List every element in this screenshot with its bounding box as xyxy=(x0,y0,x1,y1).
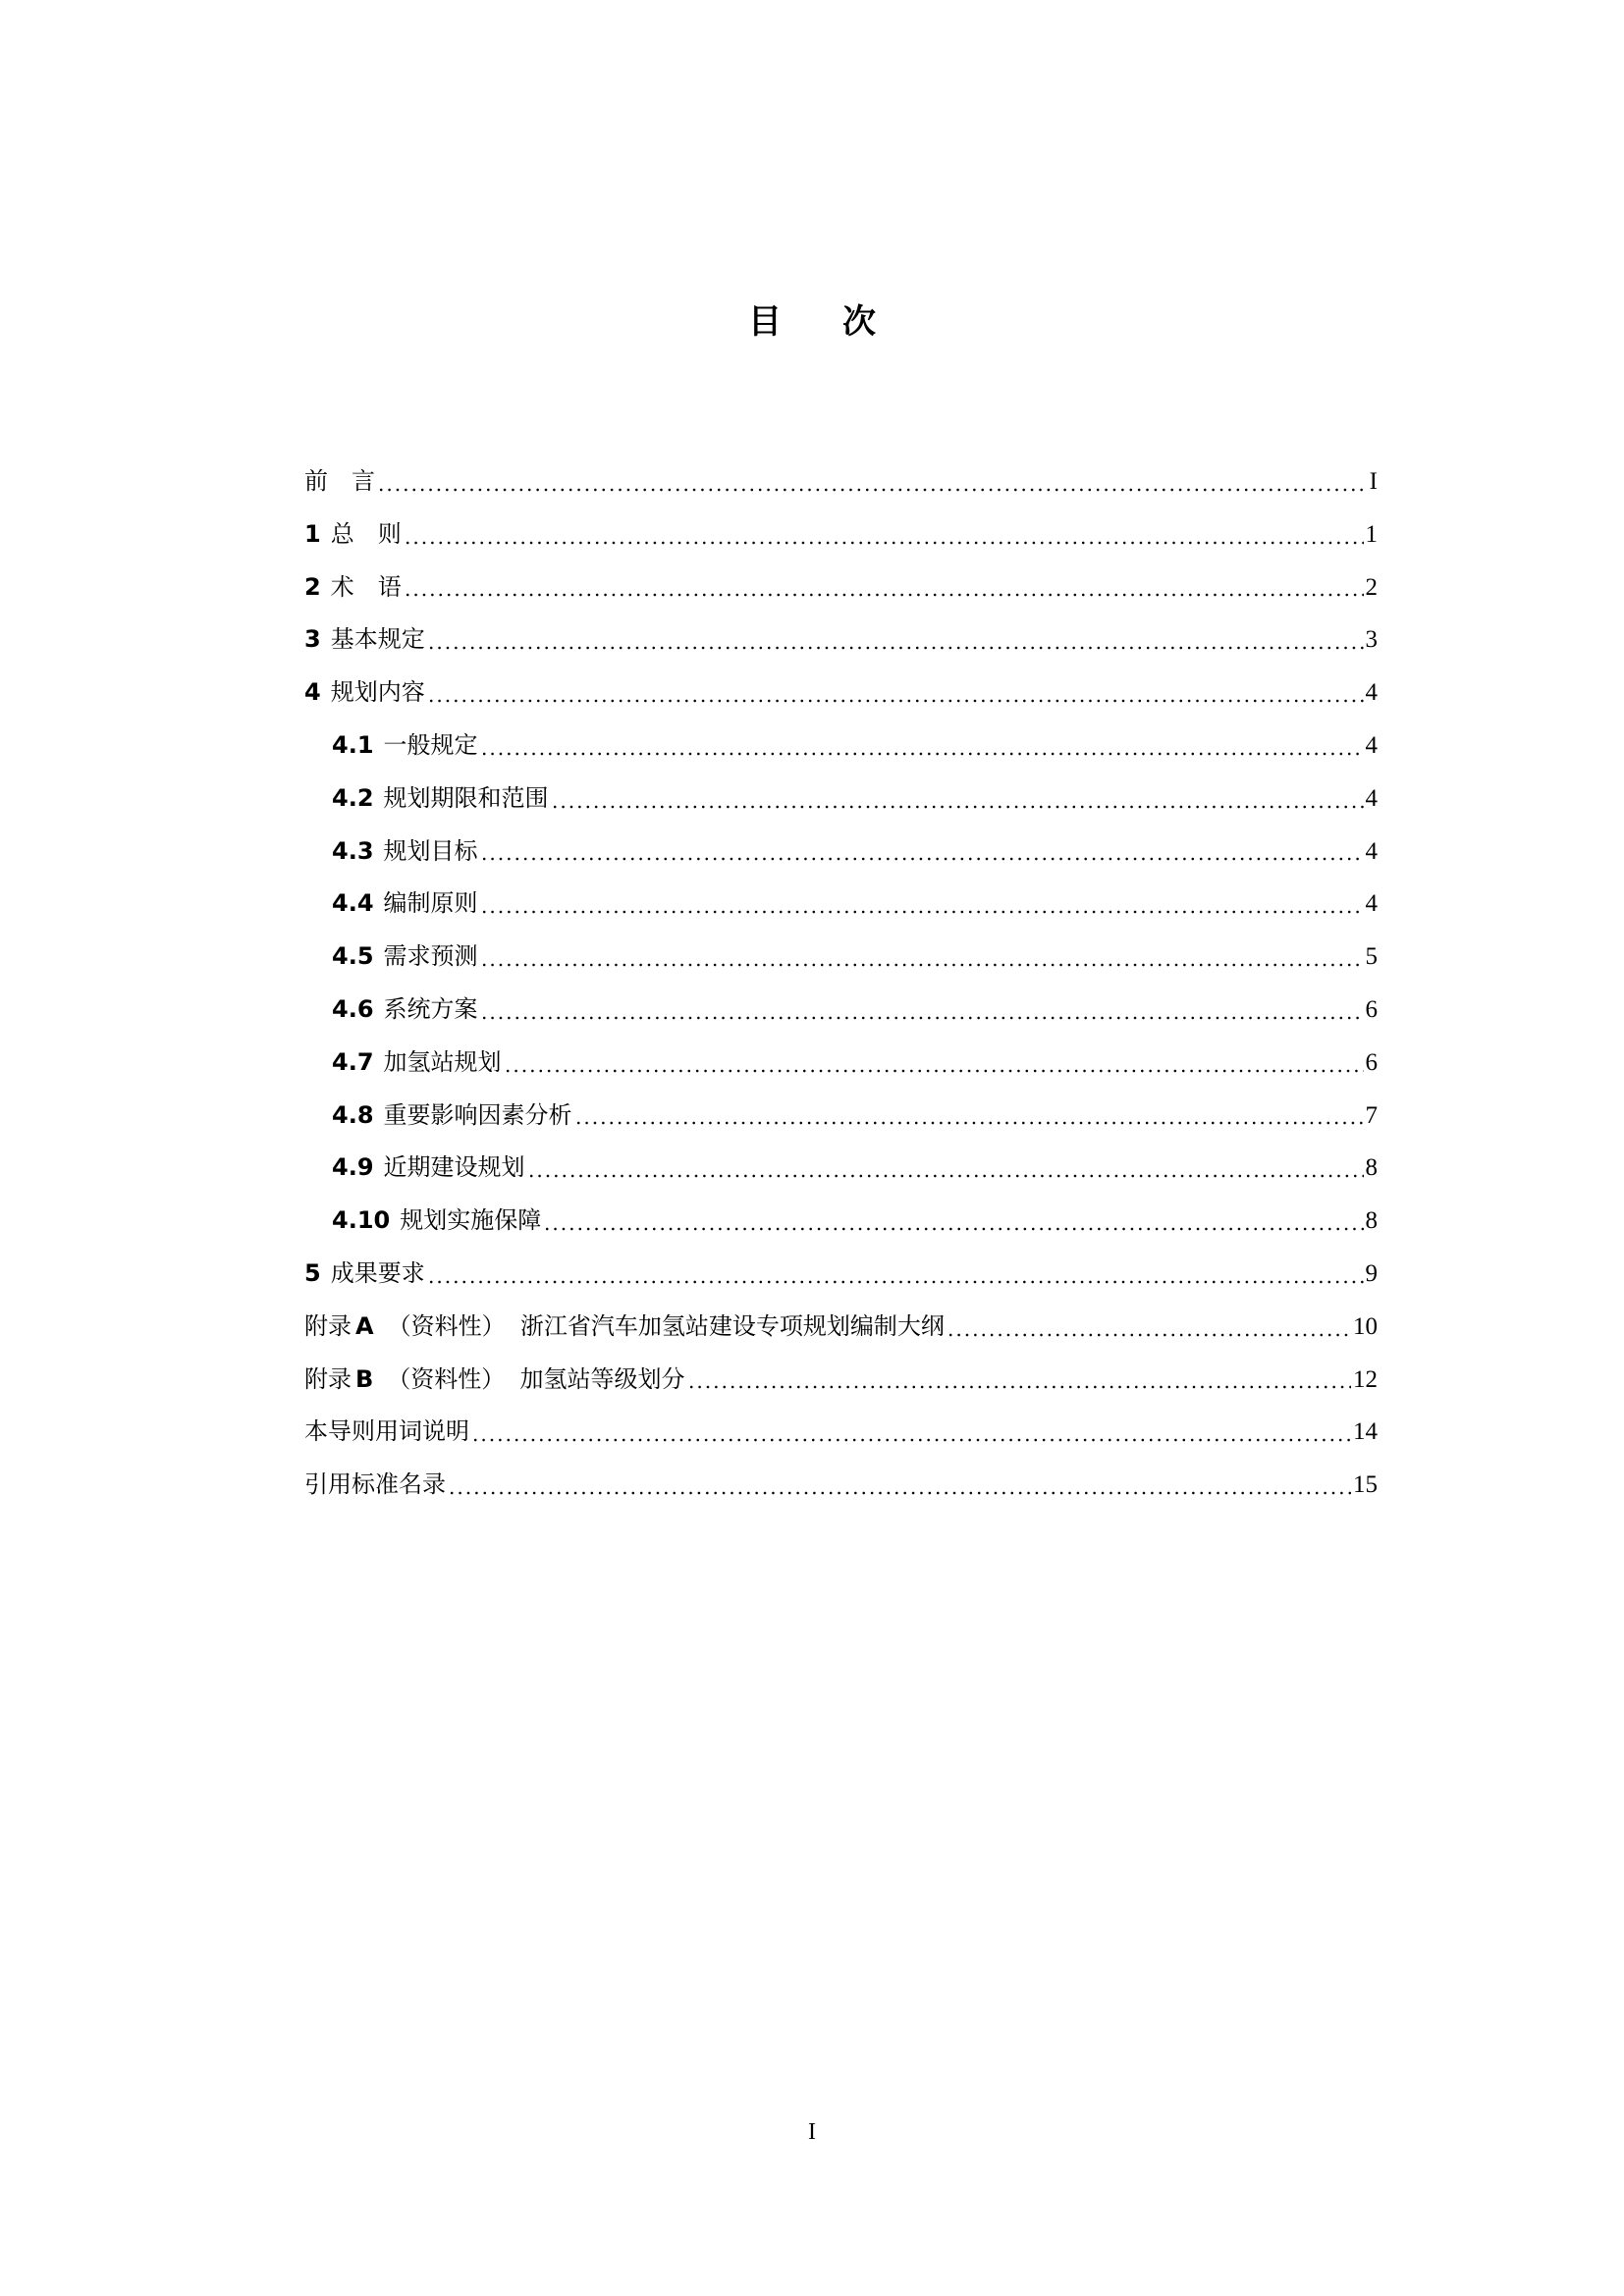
toc-entry-number: 4.6 xyxy=(332,994,374,1023)
toc-entry-title: 编制原则 xyxy=(383,889,478,918)
toc-entry-preface[interactable] xyxy=(304,457,1378,510)
dot-leader xyxy=(480,841,1364,865)
appendix-prefix: 附录 xyxy=(304,1364,352,1393)
toc-entry-title: 前 言 xyxy=(304,467,375,495)
toc-entry-page: 1 xyxy=(1365,520,1378,548)
toc-entry-title: 规划期限和范围 xyxy=(383,783,549,812)
toc-entry-title: 一般规定 xyxy=(383,730,478,759)
toc-entry-number: 4 xyxy=(304,678,321,707)
dot-leader xyxy=(427,1264,1364,1288)
dot-leader xyxy=(543,1211,1363,1235)
toc-entry-label xyxy=(332,986,478,1033)
toc-entry-4-3[interactable] xyxy=(304,828,1378,881)
toc-entry-4-6[interactable] xyxy=(304,986,1378,1039)
toc-entry-page: 12 xyxy=(1353,1365,1378,1393)
dot-leader xyxy=(551,789,1364,813)
toc-entry-label xyxy=(332,774,549,822)
toc-entry-4[interactable] xyxy=(304,668,1378,721)
dot-leader xyxy=(480,947,1364,971)
toc-entry-label xyxy=(304,1356,685,1403)
toc-entry-wording-explanation[interactable] xyxy=(304,1408,1378,1461)
dot-leader xyxy=(574,1105,1364,1129)
toc-entry-number: 1 xyxy=(304,519,321,548)
toc-entry-5[interactable] xyxy=(304,1250,1378,1303)
toc-entry-title: 规划内容 xyxy=(330,678,425,707)
toc-entry-page: 14 xyxy=(1353,1418,1378,1446)
dot-leader xyxy=(504,1053,1364,1077)
dot-leader xyxy=(404,577,1364,601)
toc-entry-3[interactable] xyxy=(304,615,1378,668)
toc-entry-referenced-standards[interactable] xyxy=(304,1461,1378,1514)
dot-leader xyxy=(377,472,1364,496)
appendix-title: （资料性） 加氢站等级划分 xyxy=(387,1364,685,1393)
toc-entry-label xyxy=(332,1039,502,1086)
dot-leader xyxy=(480,894,1364,918)
toc-entry-label xyxy=(304,563,402,611)
appendix-letter: B xyxy=(355,1364,374,1393)
toc-entry-label xyxy=(332,721,478,769)
toc-entry-label xyxy=(332,1144,525,1191)
toc-entry-number: 4.3 xyxy=(332,836,374,865)
toc-entry-4-9[interactable] xyxy=(304,1144,1378,1197)
toc-entry-title: 总 则 xyxy=(330,519,402,548)
toc-entry-page: 5 xyxy=(1365,943,1378,971)
toc-entry-label xyxy=(304,510,402,558)
toc-entry-number: 4.7 xyxy=(332,1047,374,1076)
toc-entry-page: 2 xyxy=(1365,573,1378,601)
dot-leader xyxy=(471,1422,1351,1446)
toc-entry-page: I xyxy=(1369,468,1378,495)
page-title-char-2: 次 xyxy=(842,302,876,342)
toc-entry-page: 7 xyxy=(1365,1101,1378,1129)
page-title-char-1: 目 xyxy=(748,302,782,342)
toc-entry-label xyxy=(304,1303,945,1350)
toc-entry-number: 4.2 xyxy=(332,783,374,812)
table-of-contents xyxy=(304,457,1378,1514)
toc-entry-page: 4 xyxy=(1365,837,1378,865)
toc-entry-title: 成果要求 xyxy=(330,1258,425,1287)
toc-entry-4-10[interactable] xyxy=(304,1197,1378,1250)
dot-leader xyxy=(404,525,1364,549)
toc-entry-label xyxy=(332,933,478,980)
dot-leader xyxy=(427,683,1364,707)
toc-entry-page: 3 xyxy=(1365,626,1378,654)
toc-entry-label xyxy=(304,668,425,716)
toc-entry-page: 4 xyxy=(1365,890,1378,918)
appendix-letter: A xyxy=(355,1311,374,1340)
dot-leader xyxy=(527,1158,1364,1182)
toc-entry-4-4[interactable] xyxy=(304,880,1378,933)
toc-entry-page: 6 xyxy=(1365,1048,1378,1076)
toc-entry-title: 近期建设规划 xyxy=(383,1153,525,1182)
toc-entry-title: 规划目标 xyxy=(383,836,478,865)
toc-entry-4-5[interactable] xyxy=(304,933,1378,986)
appendix-title: （资料性） 浙江省汽车加氢站建设专项规划编制大纲 xyxy=(387,1311,945,1340)
toc-entry-page: 4 xyxy=(1365,731,1378,759)
toc-entry-number: 4.8 xyxy=(332,1100,374,1129)
toc-entry-title: 加氢站规划 xyxy=(383,1047,502,1076)
toc-entry-page: 8 xyxy=(1365,1207,1378,1235)
toc-entry-title: 重要影响因素分析 xyxy=(383,1100,572,1129)
toc-entry-4-8[interactable] xyxy=(304,1092,1378,1145)
toc-entry-number: 2 xyxy=(304,572,321,601)
toc-entry-label xyxy=(332,880,478,927)
toc-entry-title: 规划实施保障 xyxy=(400,1206,542,1235)
toc-entry-page: 6 xyxy=(1365,995,1378,1023)
toc-entry-4-2[interactable] xyxy=(304,774,1378,828)
footer-page-number: I xyxy=(808,2119,816,2145)
toc-entry-number: 5 xyxy=(304,1258,321,1287)
toc-entry-page: 4 xyxy=(1365,679,1378,707)
toc-entry-title: 需求预测 xyxy=(383,942,478,971)
toc-entry-page: 15 xyxy=(1353,1471,1378,1499)
toc-entry-title: 系统方案 xyxy=(383,994,478,1023)
toc-entry-page: 10 xyxy=(1353,1312,1378,1340)
toc-entry-label xyxy=(332,1197,541,1244)
page-title xyxy=(0,298,1624,346)
toc-entry-label xyxy=(332,828,478,875)
dot-leader xyxy=(947,1317,1351,1341)
toc-entry-4-1[interactable] xyxy=(304,721,1378,774)
toc-entry-number: 4.9 xyxy=(332,1153,374,1182)
toc-entry-title: 基本规定 xyxy=(330,625,425,654)
toc-entry-page: 9 xyxy=(1365,1259,1378,1287)
toc-entry-number: 4.5 xyxy=(332,942,374,971)
toc-entry-label xyxy=(304,457,375,505)
toc-entry-label xyxy=(304,1461,446,1508)
toc-entry-number: 4.1 xyxy=(332,730,374,759)
toc-entry-appendix-b[interactable] xyxy=(304,1356,1378,1409)
toc-entry-number: 3 xyxy=(304,625,321,654)
toc-entry-label xyxy=(304,1250,425,1297)
toc-entry-1[interactable] xyxy=(304,510,1378,563)
toc-entry-page: 4 xyxy=(1365,784,1378,812)
toc-entry-title: 术 语 xyxy=(330,572,402,601)
toc-entry-2[interactable] xyxy=(304,563,1378,616)
dot-leader xyxy=(427,630,1364,654)
toc-entry-label xyxy=(332,1092,572,1139)
dot-leader xyxy=(480,736,1364,760)
dot-leader xyxy=(687,1369,1351,1393)
dot-leader xyxy=(448,1475,1351,1499)
toc-entry-title: 引用标准名录 xyxy=(304,1470,446,1499)
appendix-prefix: 附录 xyxy=(304,1311,352,1340)
toc-entry-label xyxy=(304,1408,469,1455)
toc-entry-page: 8 xyxy=(1365,1154,1378,1182)
toc-entry-number: 4.10 xyxy=(332,1206,391,1235)
toc-entry-title: 本导则用词说明 xyxy=(304,1417,469,1446)
toc-entry-appendix-a[interactable] xyxy=(304,1303,1378,1356)
toc-entry-number: 4.4 xyxy=(332,889,374,918)
toc-entry-4-7[interactable] xyxy=(304,1039,1378,1092)
toc-entry-label xyxy=(304,615,425,663)
dot-leader xyxy=(480,1000,1364,1024)
